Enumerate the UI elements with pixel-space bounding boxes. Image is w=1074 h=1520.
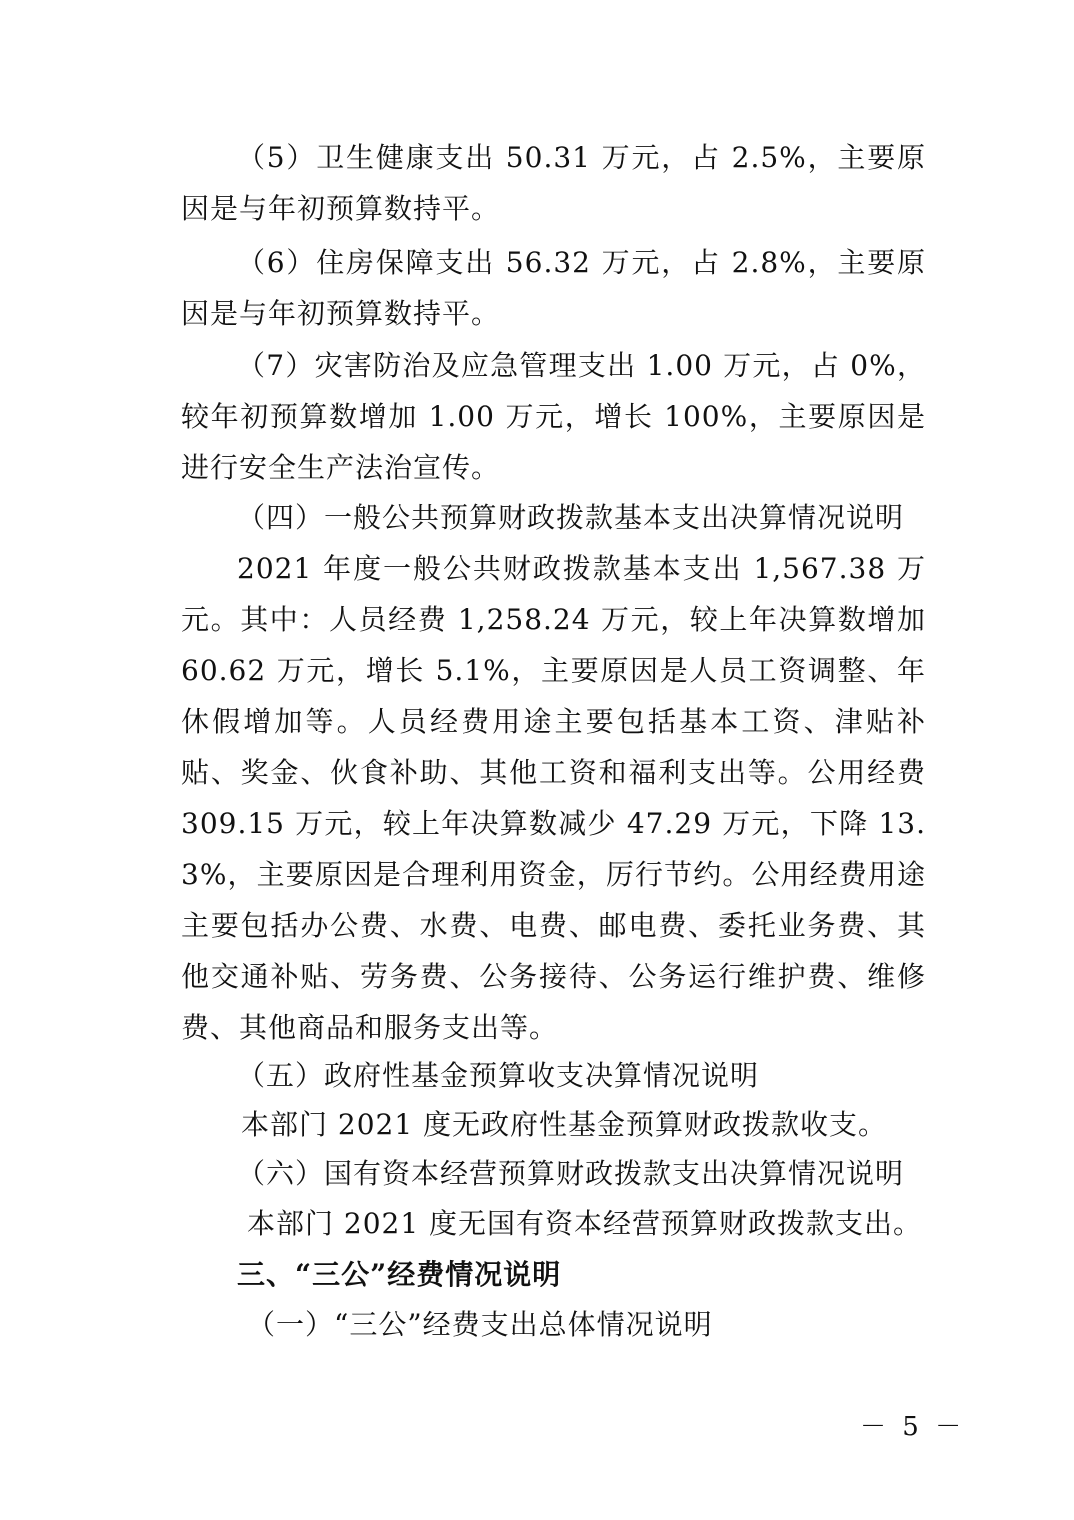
paragraph-health-expenditure: （5）卫生健康支出 50.31 万元，占 2.5%，主要原因是与年初预算数持平。 <box>181 141 926 225</box>
paragraph-housing-expenditure: （6）住房保障支出 56.32 万元，占 2.8%，主要原因是与年初预算数持平。 <box>181 246 926 330</box>
paragraph-disaster-prevention-expenditure: （7）灾害防治及应急管理支出 1.00 万元，占 0%，较年初预算数增加 1.00 万元，增长 100%，主要原因是进行安全生产法治宣传。 <box>181 349 926 484</box>
heading-basic-expenditure: （四）一般公共预算财政拨款基本支出决算情况说明 <box>237 501 905 534</box>
heading-government-fund-budget: （五）政府性基金预算收支决算情况说明 <box>237 1059 760 1092</box>
page-number: － 5 － <box>860 1412 966 1442</box>
section-heading-three-public-expenses: 三、“三公”经费情况说明 <box>237 1258 562 1291</box>
paragraph-government-fund-budget: 本部门 2021 度无政府性基金预算财政拨款收支。 <box>241 1108 888 1141</box>
paragraph-basic-expenditure: 2021 年度一般公共财政拨款基本支出 1,567.38 万元。其中：人员经费 1,258.24 万元，较上年决算数增加 60.62 万元，增长 5.1%，主要原因是人员工资调整、年休假增加等。人员经费用途主要包括基本工资、津贴补贴、奖金、伙食补助、其他工资和福利支出等。公用经费 309.15 万元，较上年决算数减少 47.29 万元，下降 13.3%，主要原因是合理利用资金，厉行节约。公用经费用途主要包括办公费、水费、电费、邮电费、委托业务费、其他交通补贴、劳务费、公务接待、公务运行维护费、维修费、其他商品和服务支出等。 <box>181 552 926 1044</box>
subheading-three-public-expenses-overview: （一）“三公”经费支出总体情况说明 <box>247 1308 713 1341</box>
paragraph-state-capital-budget: 本部门 2021 度无国有资本经营预算财政拨款支出。 <box>247 1207 923 1240</box>
heading-state-capital-budget: （六）国有资本经营预算财政拨款支出决算情况说明 <box>237 1157 905 1190</box>
